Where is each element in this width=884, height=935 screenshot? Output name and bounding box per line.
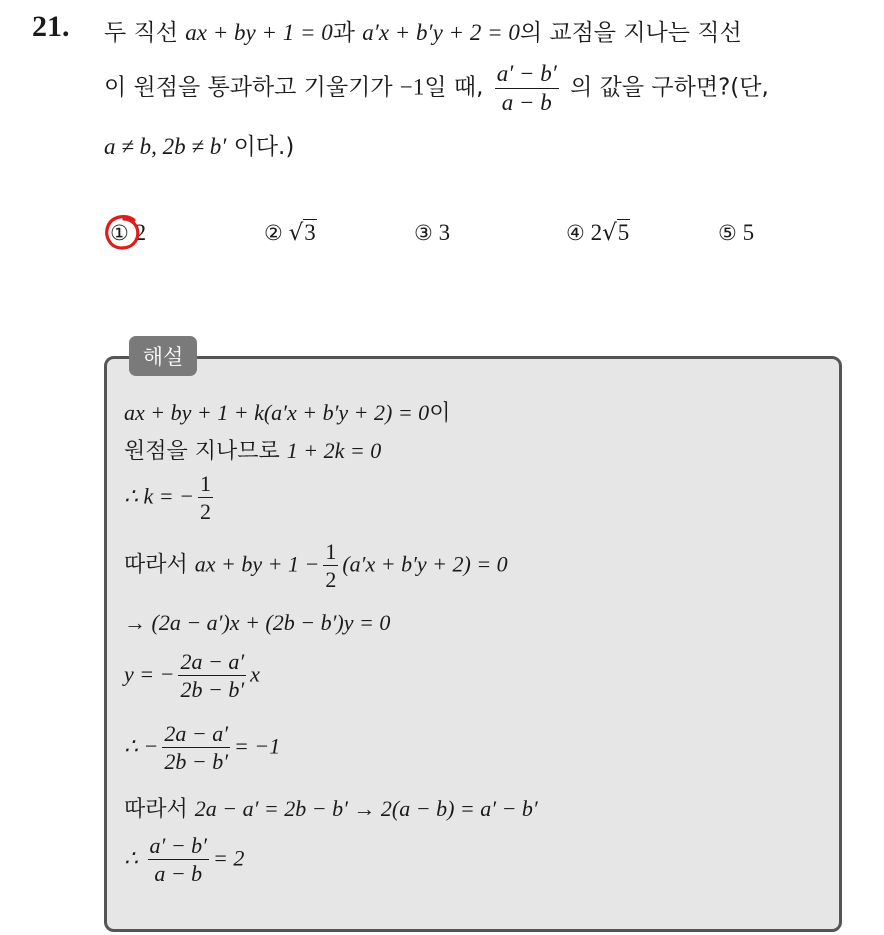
choice-5[interactable] — [718, 220, 754, 246]
choice-value: 2 — [134, 220, 147, 245]
explanation-tag: 해설 — [129, 336, 197, 376]
equation: ax + by + 1 − — [194, 551, 320, 577]
fraction — [178, 650, 246, 701]
choice-value: 5 — [617, 220, 630, 245]
equation: ∴ — [124, 845, 144, 871]
fraction — [198, 472, 213, 523]
fraction-numerator: 2a − a′ — [164, 721, 229, 746]
explanation-line-8 — [124, 792, 538, 823]
explanation-line-1 — [124, 396, 450, 427]
explanation-text: 원점을 지나므로 — [124, 439, 287, 464]
question-text: 의 교점을 지나는 직선 — [519, 20, 742, 46]
explanation-text: 따라서 — [124, 552, 195, 578]
equation: = 2 — [212, 845, 245, 871]
fraction-numerator: 2a − a′ — [180, 649, 245, 674]
explanation-line-3 — [124, 472, 217, 523]
equation: 2a − a′ = 2b − b′ → 2(a − b) = a′ − b′ — [194, 796, 538, 821]
explanation-line-4 — [124, 540, 508, 591]
explanation-line-5 — [124, 610, 390, 636]
sqrt-expression: √5 — [602, 220, 630, 246]
explanation-text: 이 — [429, 401, 451, 426]
fraction-denominator: 2b − b′ — [164, 749, 229, 775]
choice-value: 3 — [304, 220, 316, 245]
equation-line-1: ax + by + 1 = 0 — [185, 20, 333, 45]
fraction-denominator: 2b − b′ — [180, 677, 245, 703]
explanation-text: 따라서 — [124, 797, 195, 822]
question-text: 두 직선 — [104, 20, 186, 46]
question-text: 이 원점을 통과하고 기울기가 — [104, 74, 400, 101]
equation: ax + by + 1 + k(a′x + b′y + 2) = 0 — [124, 400, 430, 425]
equation-line-2: a′x + b′y + 2 = 0 — [362, 20, 520, 45]
explanation-line-9 — [124, 834, 244, 885]
fraction-numerator: a′ − b′ — [149, 833, 207, 858]
explanation-line-2 — [124, 434, 381, 465]
choice-coefficient: 2 — [590, 220, 603, 245]
equation: y = − — [124, 661, 175, 687]
question-line-2 — [104, 62, 769, 115]
choice-value: 3 — [438, 220, 451, 245]
slope-value: −1 — [399, 74, 425, 100]
equation: = −1 — [234, 733, 281, 759]
explanation-line-6 — [124, 650, 260, 701]
equation: ∴ k = − — [124, 483, 194, 509]
explanation-line-7 — [124, 722, 280, 773]
choice-mark: ④ — [566, 221, 585, 245]
question-number: 21. — [32, 10, 70, 43]
equation: x — [250, 661, 260, 687]
answer-choices — [104, 220, 804, 260]
choice-mark: ③ — [414, 221, 433, 245]
equation: → (2a − a′)x + (2b − b′)y = 0 — [124, 610, 391, 635]
question-text: 일 때, — [424, 74, 491, 101]
question-text: 의 값을 구하면?(단, — [562, 74, 769, 101]
fraction-numerator: 1 — [199, 471, 211, 496]
question-line-3 — [104, 128, 294, 161]
question-text: 과 — [332, 20, 363, 46]
fraction-denominator: 2 — [199, 499, 211, 525]
question-text: 이다.) — [226, 134, 295, 160]
fraction — [162, 722, 230, 773]
fraction-denominator: a − b — [154, 861, 203, 887]
question-fraction — [495, 62, 559, 115]
fraction-numerator: a′ − b′ — [496, 61, 557, 86]
equation: 1 + 2k = 0 — [286, 438, 382, 463]
choice-mark: ② — [264, 221, 283, 245]
sqrt-expression: √3 — [288, 220, 316, 246]
equation: (a′x + b′y + 2) = 0 — [342, 551, 508, 577]
choice-mark: ⑤ — [718, 221, 737, 245]
fraction-denominator: a − b — [501, 90, 552, 116]
condition: a ≠ b, 2b ≠ b′ — [104, 134, 227, 159]
choice-3[interactable] — [414, 220, 450, 246]
question-line-1 — [104, 14, 742, 47]
choice-value: 5 — [742, 220, 755, 245]
choice-4[interactable] — [566, 220, 630, 246]
fraction-numerator: 1 — [325, 539, 337, 564]
choice-2[interactable] — [264, 220, 317, 246]
choice-1[interactable] — [110, 220, 146, 246]
fraction — [323, 540, 338, 591]
fraction — [148, 834, 209, 885]
fraction-denominator: 2 — [325, 567, 337, 593]
answer-circle-mark-icon — [104, 214, 144, 252]
choice-mark: ① — [110, 221, 129, 245]
equation: ∴ − — [124, 733, 159, 759]
